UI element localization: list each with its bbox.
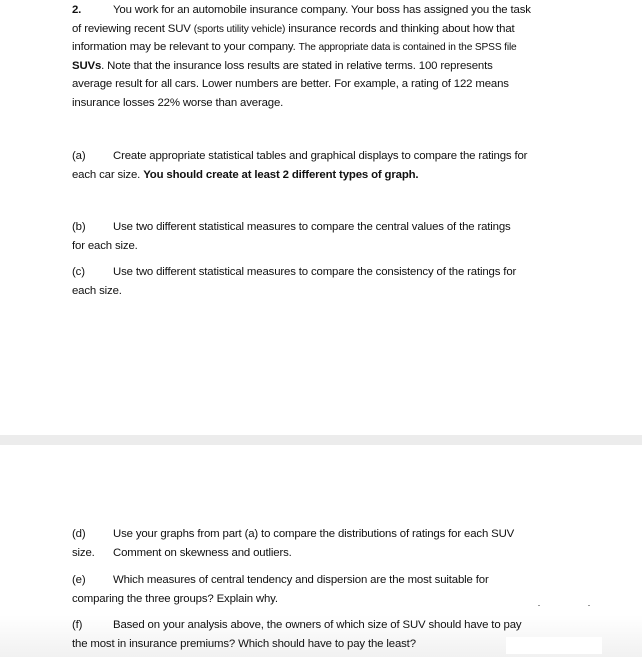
text: Create appropriate statistical tables and graphical displays to compare the ratings for xyxy=(113,150,528,162)
artifact xyxy=(538,605,540,606)
text: Use two different statistical measures to compare the consistency of the ratings for xyxy=(113,266,517,278)
part-label: (d) xyxy=(72,528,86,540)
part-e xyxy=(72,571,489,608)
text: Comment on skewness and outliers. xyxy=(113,546,292,559)
page-break xyxy=(0,435,642,445)
text: Use two different statistical measures to compare the central values of the ratings xyxy=(113,221,511,233)
text: size. xyxy=(72,546,95,559)
part-d xyxy=(72,525,514,562)
file-name: SUVs xyxy=(72,59,102,72)
part-f xyxy=(72,616,521,653)
text: (sports utility vehicle) xyxy=(193,23,286,35)
text: . Note that the insurance loss results are stated in relative terms. 100 represents xyxy=(101,59,493,72)
text: for each size. xyxy=(72,239,138,252)
part-label: (c) xyxy=(72,266,85,278)
text: information may be relevant to your company. xyxy=(72,41,299,53)
part-label: (f) xyxy=(72,619,83,631)
artifact xyxy=(588,605,590,606)
text: each size. xyxy=(72,284,122,297)
question-2 xyxy=(72,1,531,112)
text: each car size. xyxy=(72,168,144,181)
text: of reviewing recent SUV xyxy=(72,22,194,35)
text: Use your graphs from part (a) to compare the distributions of ratings for each SUV xyxy=(113,528,515,540)
text: Based on your analysis above, the owners of which size of SUV should have to pay xyxy=(113,619,522,631)
part-label: (b) xyxy=(72,221,86,233)
text: comparing the three groups? Explain why. xyxy=(72,592,278,605)
text: insurance losses 22% worse than average. xyxy=(72,96,284,109)
part-c xyxy=(72,263,516,300)
text: Which measures of central tendency and dispersion are the most suitable for xyxy=(113,574,489,586)
part-b xyxy=(72,218,511,255)
text: average result for all cars. Lower numbers are better. For example, a rating of 122 means xyxy=(72,78,509,90)
part-label: (e) xyxy=(72,574,86,586)
text: You work for an automobile insurance company. Your boss has assigned you the task xyxy=(113,4,531,16)
part-label: (a) xyxy=(72,150,86,162)
text: You should create at least 2 different types of graph. xyxy=(143,168,419,181)
text: The appropriate data is contained in the SPSS file xyxy=(298,42,517,53)
part-a xyxy=(72,147,527,184)
question-number: 2. xyxy=(72,4,82,16)
text: insurance records and thinking about how that xyxy=(285,22,515,35)
text: the most in insurance premiums? Which should have to pay the least? xyxy=(72,637,416,650)
